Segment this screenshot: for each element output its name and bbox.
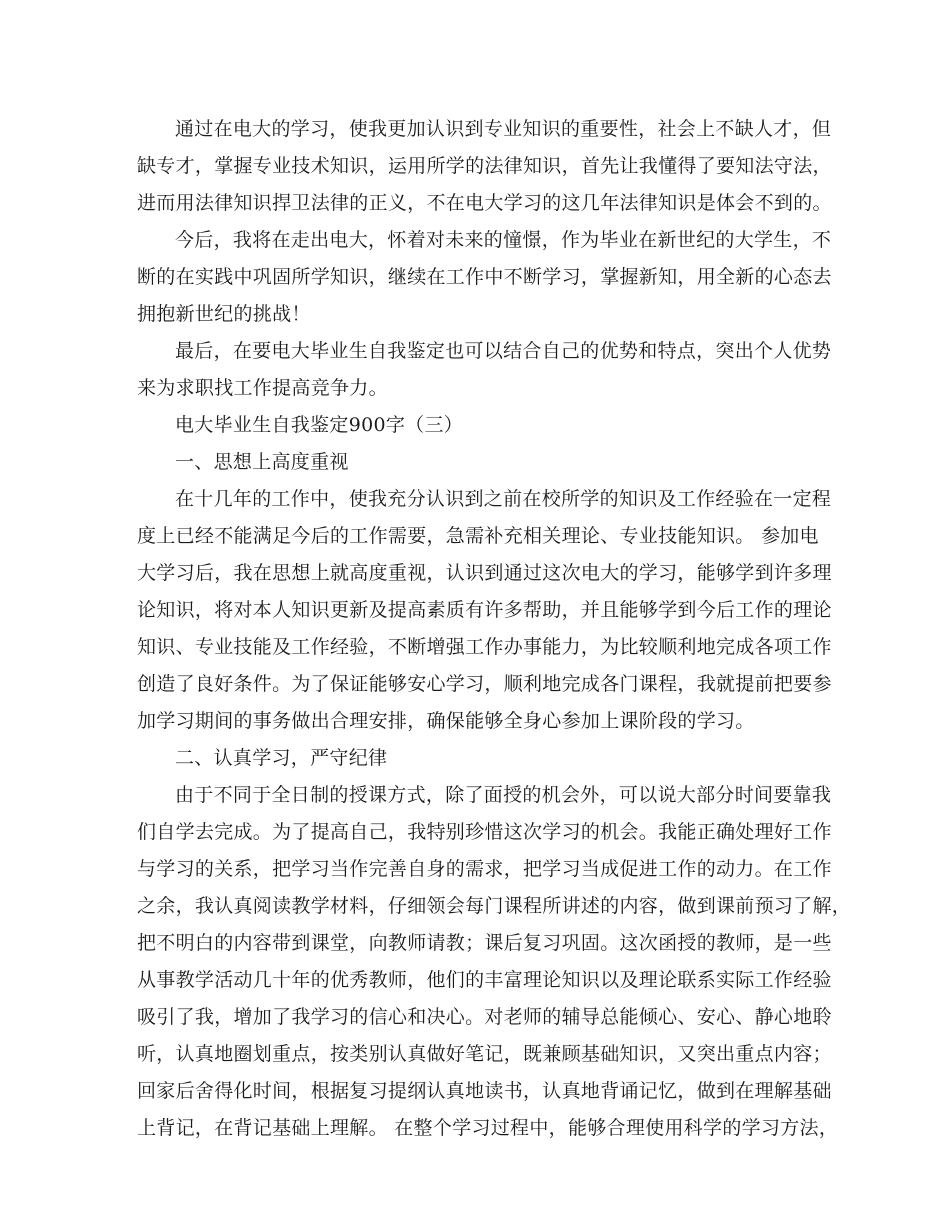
text-line: 加学习期间的事务做出合理安排，确保能够全身心参加上课阶段的学习。 bbox=[137, 710, 755, 732]
text-line: 通过在电大的学习，使我更加认识到专业知识的重要性，社会上不缺人才，但 bbox=[175, 118, 832, 140]
paragraph bbox=[137, 222, 832, 333]
subheading-text: 二、认真学习，严守纪律 bbox=[175, 747, 388, 769]
paragraph bbox=[137, 333, 832, 407]
text-line: 在十几年的工作中，使我充分认识到之前在校所学的知识及工作经验在一定程 bbox=[175, 488, 832, 510]
text-line: 最后，在要电大毕业生自我鉴定也可以结合自己的优势和特点，突出个人优势 bbox=[175, 340, 832, 362]
text-line: 缺专才，掌握专业技术知识，运用所学的法律知识，首先让我懂得了要知法守法， bbox=[137, 155, 832, 177]
text-line: 来为求职找工作提高竞争力。 bbox=[137, 377, 388, 399]
text-line: 断的在实践中巩固所学知识，继续在工作中不断学习，掌握新知，用全新的心态去 bbox=[137, 266, 832, 288]
text-line: 大学习后，我在思想上就高度重视，认识到通过这次电大的学习，能够学到许多理 bbox=[137, 562, 832, 584]
paragraph bbox=[137, 777, 852, 1147]
text-line: 上背记，在背记基础上理解。 在整个学习过程中，能够合理使用科学的学习方法， bbox=[137, 1117, 839, 1139]
text-line: 与学习的关系，把学习当作完善自身的需求，把学习当成促进工作的动力。在工作 bbox=[137, 858, 832, 880]
subheading bbox=[137, 740, 822, 777]
text-line: 们自学去完成。为了提高自己，我特别珍惜这次学习的机会。我能正确处理好工作 bbox=[137, 821, 832, 843]
text-line: 度上已经不能满足今后的工作需要，急需补充相关理论、专业技能知识。 参加电 bbox=[137, 525, 819, 547]
text-line: 今后，我将在走出电大，怀着对未来的憧憬，作为毕业在新世纪的大学生，不 bbox=[175, 229, 832, 251]
text-line: 论知识，将对本人知识更新及提高素质有许多帮助，并且能够学到今后工作的理论 bbox=[137, 599, 832, 621]
document-body bbox=[137, 111, 852, 1147]
paragraph bbox=[137, 111, 832, 222]
text-line: 回家后舍得化时间，根据复习提纲认真地读书，认真地背诵记忆，做到在理解基础 bbox=[137, 1080, 832, 1102]
text-line: 吸引了我，增加了我学习的信心和决心。对老师的辅导总能倾心、安心、静心地聆 bbox=[137, 1006, 832, 1028]
text-line: 把不明白的内容带到课堂，向教师请教；课后复习巩固。这次函授的教师，是一些 bbox=[137, 932, 832, 954]
text-line: 进而用法律知识捍卫法律的正义，不在电大学习的这几年法律知识是体会不到的。 bbox=[137, 192, 832, 214]
text-line: 之余，我认真阅读教学材料，仔细领会每门课程所讲述的内容，做到课前预习了解， bbox=[137, 895, 852, 917]
paragraph bbox=[137, 481, 832, 740]
text-line: 听，认真地圈划重点，按类别认真做好笔记，既兼顾基础知识，又突出重点内容； bbox=[137, 1043, 832, 1065]
text-line: 知识、专业技能及工作经验，不断增强工作办事能力，为比较顺利地完成各项工作 bbox=[137, 636, 832, 658]
text-line: 拥抱新世纪的挑战！ bbox=[137, 303, 311, 325]
section-title bbox=[137, 407, 822, 444]
text-line: 创造了良好条件。为了保证能够安心学习，顺利地完成各门课程，我就提前把要参 bbox=[137, 673, 832, 695]
subheading bbox=[137, 444, 822, 481]
text-line: 从事教学活动几十年的优秀教师，他们的丰富理论知识以及理论联系实际工作经验 bbox=[137, 969, 832, 991]
text-line: 由于不同于全日制的授课方式，除了面授的机会外，可以说大部分时间要靠我 bbox=[175, 784, 832, 806]
subheading-text: 一、思想上高度重视 bbox=[175, 451, 349, 473]
section-title-text: 电大毕业生自我鉴定900字（三） bbox=[175, 414, 464, 436]
